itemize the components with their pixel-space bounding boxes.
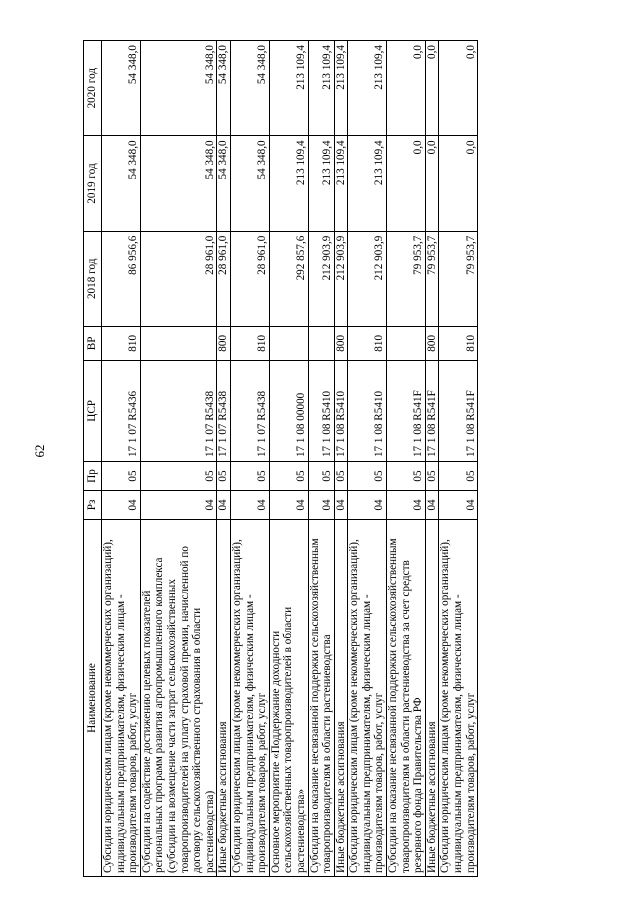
cell-y2020: 213 109,4 [308,41,334,136]
cell-pr: 05 [269,462,308,491]
cell-y2020: 0,0 [387,41,426,136]
cell-name: Субсидии на содействие достижению целевых показателей региональных программ развития агропромышленного комплекса (субсидии на возмещение части затрат сельскохозяйственных товаропроизводителей на уплату страховой премии, начисленной по договору сельскохозяйственного страхования в области растениеводства) [140,519,217,876]
table-row [140,41,217,877]
cell-y2020: 213 109,4 [269,41,308,136]
cell-vr: 800 [425,326,439,360]
cell-csr: 17 1 08 R5410 [334,360,348,461]
cell-vr: 800 [334,326,348,360]
cell-name: Иные бюджетные ассигнования [217,519,231,876]
cell-y2019: 213 109,4 [334,136,348,231]
cell-vr: 810 [102,326,141,360]
cell-name: Субсидии юридическим лицам (кроме некоммерческих организаций), индивидуальным предпринимателям, физическим лицам - производителям товаров, работ, услуг [102,519,141,876]
cell-pr: 05 [140,462,217,491]
cell-y2019: 54 348,0 [140,136,217,231]
cell-rz: 04 [334,490,348,519]
cell-y2020: 54 348,0 [102,41,141,136]
budget-table [83,40,478,877]
cell-name: Основное мероприятие «Поддержание доходности сельскохозяйственных товаропроизводителей в области растениеводства» [269,519,308,876]
cell-y2018: 86 956,6 [102,231,141,326]
cell-name: Субсидии на оказание несвязанной поддержки сельскохозяйственным товаропроизводителям в области растениеводства [308,519,334,876]
cell-pr: 05 [348,462,387,491]
cell-y2020: 54 348,0 [217,41,231,136]
cell-pr: 05 [217,462,231,491]
cell-y2020: 54 348,0 [140,41,217,136]
cell-pr: 05 [439,462,478,491]
cell-csr: 17 1 08 00000 [269,360,308,461]
table-row [102,41,141,877]
table-row [308,41,334,877]
cell-vr: 810 [230,326,269,360]
cell-y2019: 213 109,4 [348,136,387,231]
cell-vr: 800 [217,326,231,360]
header-2018: 2018 год [84,231,102,326]
table-row [439,41,478,877]
cell-vr: 810 [439,326,478,360]
cell-csr: 17 1 07 R5438 [140,360,217,461]
cell-rz: 04 [348,490,387,519]
header-vr: ВР [84,326,102,360]
cell-y2019: 0,0 [425,136,439,231]
cell-y2018: 79 953,7 [425,231,439,326]
cell-y2020: 213 109,4 [334,41,348,136]
cell-y2020: 0,0 [439,41,478,136]
cell-name: Иные бюджетные ассигнования [334,519,348,876]
cell-csr: 17 1 08 R541F [387,360,426,461]
table-row [387,41,426,877]
table-body [102,41,478,877]
cell-y2018: 28 961,0 [217,231,231,326]
cell-y2019: 0,0 [439,136,478,231]
table-row [334,41,348,877]
cell-y2018: 28 961,0 [140,231,217,326]
cell-rz: 04 [102,490,141,519]
header-2019: 2019 год [84,136,102,231]
cell-vr [387,326,426,360]
header-rz: Рз [84,490,102,519]
cell-y2019: 213 109,4 [269,136,308,231]
cell-y2019: 213 109,4 [308,136,334,231]
table-row [230,41,269,877]
cell-name: Иные бюджетные ассигнования [425,519,439,876]
cell-y2018: 292 857,6 [269,231,308,326]
cell-y2019: 54 348,0 [102,136,141,231]
cell-csr: 17 1 08 R541F [439,360,478,461]
cell-y2019: 0,0 [387,136,426,231]
cell-csr: 17 1 08 R5410 [348,360,387,461]
cell-y2018: 79 953,7 [439,231,478,326]
cell-csr: 17 1 07 R5438 [230,360,269,461]
cell-y2020: 213 109,4 [348,41,387,136]
cell-name: Субсидии юридическим лицам (кроме некоммерческих организаций), индивидуальным предпринимателям, физическим лицам - производителям товаров, работ, услуг [230,519,269,876]
cell-rz: 04 [269,490,308,519]
cell-name: Субсидии юридическим лицам (кроме некоммерческих организаций), индивидуальным предпринимателям, физическим лицам - производителям товаров, работ, услуг [348,519,387,876]
cell-rz: 04 [387,490,426,519]
cell-csr: 17 1 07 R5438 [217,360,231,461]
cell-y2018: 28 961,0 [230,231,269,326]
cell-name: Субсидии юридическим лицам (кроме некоммерческих организаций), индивидуальным предпринимателям, физическим лицам - производителям товаров, работ, услуг [439,519,478,876]
cell-csr: 17 1 08 R541F [425,360,439,461]
header-csr: ЦСР [84,360,102,461]
cell-vr [140,326,217,360]
budget-table-rotated [83,40,555,877]
cell-csr: 17 1 07 R5436 [102,360,141,461]
table-row [217,41,231,877]
cell-csr: 17 1 08 R5410 [308,360,334,461]
table-row [348,41,387,877]
cell-rz: 04 [217,490,231,519]
cell-pr: 05 [425,462,439,491]
cell-rz: 04 [425,490,439,519]
header-name: Наименование [84,519,102,876]
page-number: 62 [32,444,47,458]
cell-y2019: 54 348,0 [217,136,231,231]
cell-y2018: 79 953,7 [387,231,426,326]
cell-pr: 05 [230,462,269,491]
table-row [269,41,308,877]
cell-y2020: 54 348,0 [230,41,269,136]
cell-y2018: 212 903,9 [334,231,348,326]
cell-y2018: 212 903,9 [308,231,334,326]
header-pr: Пр [84,462,102,491]
cell-vr [269,326,308,360]
cell-y2020: 0,0 [425,41,439,136]
header-2020: 2020 год [84,41,102,136]
table-row [425,41,439,877]
cell-rz: 04 [140,490,217,519]
cell-rz: 04 [439,490,478,519]
table-header-row [84,41,102,877]
cell-vr [308,326,334,360]
cell-y2018: 212 903,9 [348,231,387,326]
cell-pr: 05 [387,462,426,491]
cell-vr: 810 [348,326,387,360]
cell-pr: 05 [102,462,141,491]
cell-pr: 05 [308,462,334,491]
cell-pr: 05 [334,462,348,491]
cell-name: Субсидии на оказание несвязанной поддержки сельскохозяйственным товаропроизводителям в области растениеводства за счет средств резервного фонда Правительства РФ [387,519,426,876]
cell-rz: 04 [308,490,334,519]
cell-rz: 04 [230,490,269,519]
cell-y2019: 54 348,0 [230,136,269,231]
